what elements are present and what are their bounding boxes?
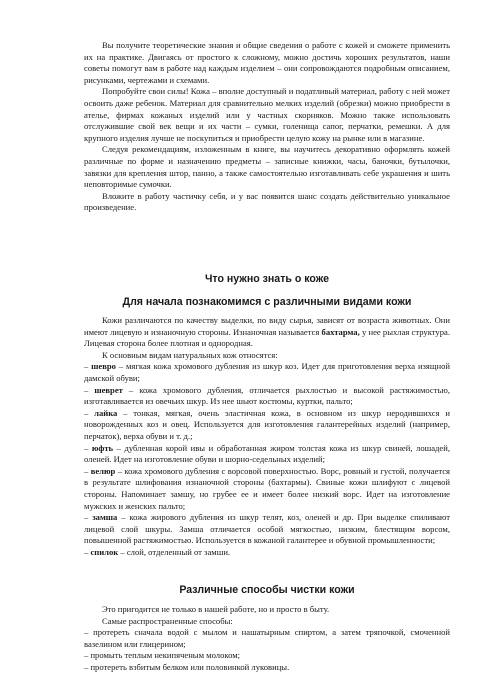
bakhtarma-term: бахтарма,: [321, 326, 360, 337]
leather-type-term: велюр: [90, 465, 116, 476]
leather-type-term: спилок: [90, 546, 119, 557]
section-subtitle-leather-types: Для начала познакомимся с различными видами кожи: [122, 296, 412, 308]
leather-type-desc: – тонкая, мягкая, очень эластичная кожа, в основном из шкур неродившихся и новорожденных коз и овец. Используется для изготовления галантерейных изделий (например, перчаток), верха обуви и т. д.;: [84, 407, 450, 441]
leather-types-lead: К основным видам натуральных кож относятся:: [102, 349, 278, 360]
cleaning-method-item: – протереть сначала водой с мылом и нашатырным спиртом, а затем тряпочкой, смоченной вазелином или глицерином;: [84, 627, 450, 649]
intro-paragraph: Попробуйте свои силы! Кожа – вполне доступный и податливый материал, работу с ней может освоить даже ребенок. Материал для сравнительно мелких изделий (обрезки) можно приобрести в ателье, фирмах кожаных изделий или у частных скорняков. Можно также использовать отслужившие свой век вещи и их части – сумки, голенища сапог, перчатки, ремешки. А для крупного изделия лучше не поскупиться и приобрести целую кожу на рынке или в магазине.: [84, 86, 450, 143]
leather-type-item: – шевро – мягкая кожа хромового дубления из шкур коз. Идет для приготовления верха изящной дамской обуви;: [84, 361, 451, 383]
intro-paragraph: Вложите в работу частичку себя, и у вас появится шанс создать действительно уникальное произведение.: [84, 190, 450, 213]
leather-type-term: юфть: [91, 442, 114, 453]
leather-intro-paragraph: [84, 315, 450, 350]
leather-type-item: – шеврет – кожа хромового дубления, отличается рыхлостью и высокой растяжимостью, изготавливается из овечьих шкур. Из нее шьют костюмы, куртки, пальто;: [84, 384, 450, 407]
leather-type-item: – велюр – кожа хромового дубления с ворсовой поверхностью. Ворс, ровный и густой, получается в результате шлифования изнаночной стороны (бахтармы). Свиные кожи шлифуют с лицевой стороны. Напоминает замшу, но грубее ее и имеет более низкий ворс. Идет на изготовление мужских и женских пальто;: [84, 465, 450, 511]
leather-type-term: лайка: [94, 407, 118, 418]
leather-type-desc: – слой, отделенный от замши.: [118, 546, 231, 557]
cleaning-method-item: – промыть теплым некипяченым молоком;: [84, 650, 241, 661]
leather-type-desc: – дубленная корой ивы и обработанная жиром толстая кожа из шкур свиней, лошадей, оленей. Идет на изготовление обуви и шорно-седельных изделий;: [84, 442, 450, 465]
leather-type-term: шеврет: [94, 384, 123, 395]
leather-type-term: шевро: [91, 361, 116, 372]
section-title-leather: Что нужно знать о коже: [204, 273, 330, 285]
leather-type-desc: – кожа хромового дубления, отличается рыхлостью и высокой растяжимостью, изготавливается из овечьих шкур. Из нее шьют костюмы, куртки, пальто;: [84, 384, 450, 407]
cleaning-paragraph: Самые распространенные способы:: [102, 615, 233, 626]
section-title-cleaning: Различные способы чистки кожи: [179, 584, 355, 596]
leather-type-term: замша: [92, 512, 118, 523]
leather-type-desc: – кожа жирового дубления из шкур телят, коз, оленей и др. При выделке спиливают лицевой слой шкуры. Замша отличается особой мягкостью, низким, блестящим ворсом, повышенной растяжимостью. Используется в кожаной галантерее и обувной промышленности;: [84, 512, 450, 546]
leather-types-section: [84, 315, 450, 558]
leather-type-item: – спилок – слой, отделенный от замши.: [84, 546, 231, 557]
leather-intro-text-end: у нее рыхлая структура. Лицевая сторона более плотная и однородная.: [84, 326, 450, 349]
leather-type-desc: – мягкая кожа хромового дубления из шкур коз. Идет для приготовления верха изящной дамской обуви;: [84, 361, 451, 383]
leather-intro-text: Кожи различаются по качеству выделки, по виду сырья, зависят от возраста животных. Они имеют лицевую и изнаночную стороны. Изнаночная называется: [84, 315, 450, 337]
intro-paragraph: Вы получите теоретические знания и общие сведения о работе с кожей и сможете применить их на практике. Двигаясь от простого к сложному, можно достичь хороших результатов, наши советы помогут вам в работе над каждым изделием – они сопровождаются подробным описанием, рисунками, чертежами и схемами.: [84, 40, 450, 85]
leather-type-item: – юфть – дубленная корой ивы и обработанная жиром толстая кожа из шкур свиней, лошадей, оленей. Идет на изготовление обуви и шорно-седельных изделий;: [84, 442, 450, 465]
leather-type-item: – замша – кожа жирового дубления из шкур телят, коз, оленей и др. При выделке спиливают лицевой слой шкуры. Замша отличается особой мягкостью, низким, блестящим ворсом, повышенной растяжимостью. Используется в кожаной галантерее и обувной промышленности;: [84, 512, 450, 546]
cleaning-paragraph: Это пригодится не только в нашей работе, но и просто в быту.: [102, 604, 330, 614]
leather-type-desc: – кожа хромового дубления с ворсовой поверхностью. Ворс, ровный и густой, получается в результате шлифования изнаночной стороны (бахтармы). Свиные кожи шлифуют с лицевой стороны. Напоминает замшу, но грубее ее и имеет более низкий ворс. Идет на изготовление мужских и женских пальто;: [84, 465, 450, 511]
leather-type-item: – лайка – тонкая, мягкая, очень эластичная кожа, в основном из шкур неродившихся и новорожденных коз и овец. Используется для изготовления галантерейных изделий (например, перчаток), верха обуви и т. д.;: [84, 407, 450, 441]
cleaning-method-item: – протереть взбитым белком или половинкой луковицы.: [84, 661, 290, 672]
intro-section: [84, 40, 450, 214]
intro-paragraph: Следуя рекомендациям, изложенным в книге, вы научитесь декоративно оформлять кожей различные по форме и назначению предметы – записные книжки, часы, баночки, бутылочки, завязки для крепления штор, панно, а также самостоятельно изготавливать себе украшения и шить неповторимые сумочки.: [84, 144, 450, 190]
cleaning-section: [84, 604, 450, 674]
